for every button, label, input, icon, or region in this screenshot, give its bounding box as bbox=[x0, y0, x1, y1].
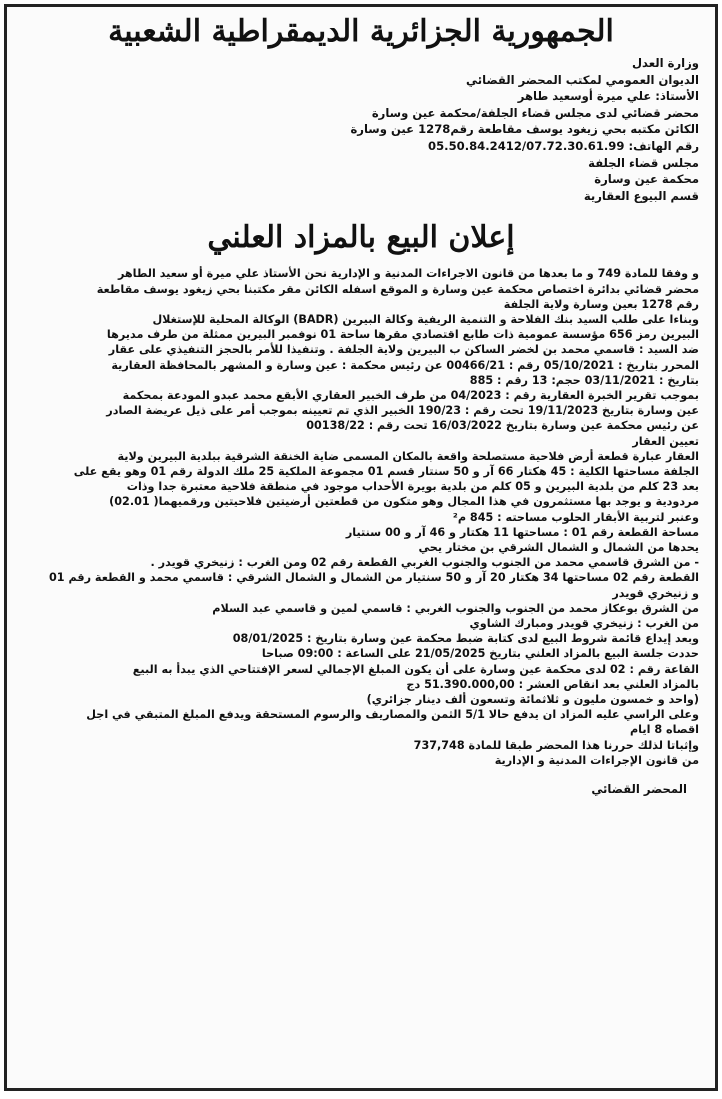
body-line: القاعة رقم : 02 لدى محكمة عين وسارة على أن يكون المبلغ الإجمالي لسعر الإفتتاحي الذي يبدأ به البيع bbox=[132, 662, 699, 676]
notice-page bbox=[4, 4, 718, 1091]
body-line: مردودية و يوجد بها مستثمرون في هذا المجال وهو متكون من قطعتين أرضيتين فلاحيتين ورقميهما( 02.01) bbox=[109, 495, 699, 509]
body-line: و زنيخري قويدر bbox=[612, 586, 699, 600]
bailiff-signature-label: المحضر القضائي bbox=[591, 782, 687, 797]
header-line: رقم الهاتف: 05.50.84.2412/07.72.30.61.99 bbox=[428, 138, 699, 153]
body-line: بتاريخ : 03/11/2021 حجم: 13 رقم : 885 bbox=[469, 373, 699, 387]
body-line: وعنبر لتربية الأبقار الحلوب مساحته : 845 م² bbox=[452, 510, 699, 524]
body-line: وعلى الراسي عليه المزاد ان يدفع حالا 5/1 الثمن والمصاريف والرسوم المستحقة ويدفع المبلغ المتبقي في اجل bbox=[86, 708, 699, 722]
body-line: - من الشرق قاسمي محمد من الجنوب والجنوب الغربي القطعة رقم 02 ومن الغرب : زنيخري قويدر . bbox=[150, 556, 699, 570]
republic-masthead: الجمهورية الجزائرية الديمقراطية الشعبية bbox=[108, 14, 614, 49]
body-line: بعد 23 كلم من بلدية البيرين و 05 كلم من بلدية بويرة الأحداب موجود في منطقة فلاحية معتبرة جدا وذات bbox=[126, 480, 699, 494]
body-line: محضر قضائي بدائرة اختصاص محكمة عين وسارة و الموقع اسفله الكائن مقر مكتبنا بحي زيغود يوسف مقاطعة bbox=[96, 282, 699, 296]
notice-title: إعلان البيع بالمزاد العلني bbox=[207, 220, 515, 256]
header-line: وزارة العدل bbox=[631, 56, 699, 70]
body-line: القطعة رقم 02 مساحتها 34 هكتار 20 آر و 50 سنتيار من الشمال و الشمال الشرقي : قاسمي محمد و القطعة رقم 01 bbox=[49, 571, 699, 585]
header-line: الكائن مكتبه بحي زيغود يوسف مقاطعة رقم1278 عين وسارة bbox=[350, 122, 699, 137]
header-line: مجلس قضاء الجلفة bbox=[588, 155, 699, 170]
body-line: من الغرب : زنيخري قويدر ومبارك الشاوي bbox=[469, 617, 699, 631]
header-line: محكمة عين وسارة bbox=[594, 172, 699, 187]
body-line: وإثباتا لذلك حررنا هذا المحضر طبقا للمادة 737,748 bbox=[413, 738, 699, 752]
body-line: مساحة القطعة رقم 01 : مساحتها 11 هكتار و 46 آر و 00 سنتيار bbox=[345, 525, 699, 539]
body-line: بالمزاد العلني بعد انقاص العشر : 51.390.000,00 دج bbox=[406, 677, 699, 691]
header-line: الأستاذ: علي ميرة أوسعيد طاهر bbox=[517, 89, 699, 104]
body-line: الجلفة مساحتها الكلية : 45 هكتار 66 آر و 50 سنتار قسم 01 مجموعة الملكية 25 ملك الدولة رقم 01 وهو يقع على bbox=[73, 464, 699, 478]
body-line: من الشرق بوعكاز محمد من الجنوب والجنوب الغربي : قاسمي لمين و قاسمي عبد السلام bbox=[212, 601, 699, 615]
header-line: قسم البيوع العقارية bbox=[583, 188, 699, 203]
body-line: يحدها من الشمال و الشمال الشرقي بن مختار يحي bbox=[418, 541, 699, 554]
body-line: عن رئيس محكمة عين وسارة بتاريخ 16/03/2022 تحت رقم : 00138/22 bbox=[306, 419, 699, 433]
body-line: وبعد إيداع قائمة شروط البيع لدى كتابة ضبط محكمة عين وسارة بتاريخ : 08/01/2025 bbox=[232, 632, 699, 646]
issuer-header bbox=[23, 55, 699, 204]
body-line: من قانون الإجراءات المدنية و الإدارية bbox=[494, 753, 699, 767]
body-line: البيرين رمز 656 مؤسسة عمومية ذات طابع اقتصادي مقرها ساحة 01 نوفمبر البيرين ممثلة من طرف مديرها bbox=[106, 328, 699, 342]
body-line: وبناءا على طلب السيد بنك الفلاحة و التنمية الريفية وكالة البيرين (BADR) الوكالة المحلية للإستغلال bbox=[152, 312, 699, 326]
body-line: عين وسارة بتاريخ 19/11/2023 تحت رقم : 190/23 الخبير الذي تم تعيينه بموجب أمر على ذيل عريضة الصادر bbox=[106, 404, 699, 418]
header-line: محضر قضائي لدى مجلس قضاء الجلفة/محكمة عين وسارة bbox=[371, 105, 699, 120]
body-line: تعيين العقار bbox=[632, 434, 699, 448]
body-line: بموجب تقرير الخبرة العقارية رقم : 04/2023 من طرف الخبير العقاري الأبقع محمد عبدو المودعة بمحكمة bbox=[122, 388, 699, 402]
body-line: حددت جلسة البيع بالمزاد العلني بتاريخ 21/05/2025 على الساعة : 09:00 صباحا bbox=[261, 647, 699, 661]
body-line: و وفقا للمادة 749 و ما بعدها من قانون الاجراءات المدنية و الإدارية نحن الأستاذ علي ميرة أو سعيد الطاهر bbox=[117, 267, 699, 281]
body-line: اقصاه 8 ايام bbox=[629, 723, 699, 737]
body-line: العقار عبارة قطعة أرض فلاحية مستصلحة واقعة بالمكان المسمى ضاية الخنقة الشرقية ببلدية البيرين ولاية bbox=[117, 449, 699, 463]
body-line: المحرر بتاريخ : 05/10/2021 رقم : 00466/21 عن رئيس محكمة : عين وسارة و المشهر بالمحافظة العقارية bbox=[111, 358, 699, 372]
body-line: ضد السيد : قاسمي محمد بن لخضر الساكن ب البيرين ولاية الجلفة . وتنفيذا للأمر بالحجز التنفيذي على عقار bbox=[108, 343, 699, 357]
body-line: (واحد و خمسون مليون و ثلاثمائة وتسعون ألف دينار جزائري) bbox=[366, 693, 699, 707]
header-line: الديوان العمومي لمكتب المحضر القضائي bbox=[466, 72, 699, 87]
notice-body bbox=[23, 266, 699, 768]
body-line: رقم 1278 بعين وسارة ولاية الجلفة bbox=[503, 297, 699, 311]
